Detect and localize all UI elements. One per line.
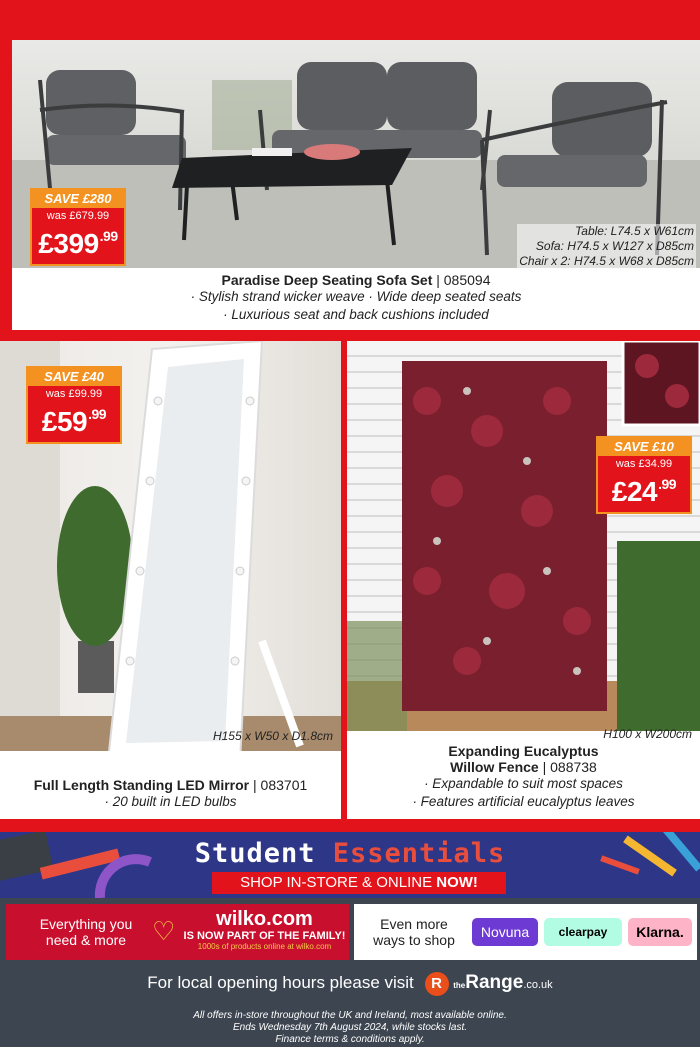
mirror-bullet: · 20 built in LED bulbs bbox=[104, 794, 237, 809]
sofa-price-badge bbox=[30, 188, 126, 266]
fence-price-badge bbox=[596, 436, 692, 514]
wilko-line2: need & more bbox=[45, 932, 127, 948]
was-price: was £99.99 bbox=[45, 388, 103, 400]
payments-line1: Even more bbox=[380, 916, 448, 932]
clearpay-logo[interactable]: clearpay bbox=[544, 918, 622, 946]
mirror-price-badge bbox=[26, 366, 122, 444]
student-essentials-banner[interactable] bbox=[0, 832, 700, 898]
save-amount: SAVE £10 bbox=[596, 436, 692, 456]
sofa-bullet: · Stylish strand wicker weave · Wide deep seated seats bbox=[190, 289, 522, 304]
wilko-line1: Everything you bbox=[39, 916, 133, 932]
fence-illustration bbox=[347, 341, 700, 731]
was-price: was £34.99 bbox=[615, 458, 673, 470]
sofa-panel[interactable] bbox=[12, 40, 700, 330]
fence-panel[interactable] bbox=[347, 341, 700, 819]
legal-text: All offers in-store throughout the UK and Ireland, most available online. Ends Wednesday 7th August 2024, while stocks last. Finance terms & conditions apply. bbox=[193, 1010, 507, 1045]
sofa-caption bbox=[12, 272, 700, 324]
fence-bullet: · Expandable to suit most spaces bbox=[424, 776, 623, 791]
wilko-subtag: 1000s of products online at wilko.com bbox=[197, 942, 332, 951]
range-logo[interactable]: R theRange.co.uk bbox=[425, 972, 553, 996]
payments-line2: ways to shop bbox=[373, 932, 455, 948]
range-r-icon: R bbox=[425, 972, 449, 996]
wilko-brand: wilko.com bbox=[216, 908, 313, 930]
footer bbox=[0, 898, 700, 1047]
novuna-logo[interactable]: Novuna bbox=[472, 918, 538, 946]
save-amount: SAVE £280 bbox=[30, 188, 126, 208]
wilko-promo[interactable] bbox=[6, 904, 349, 960]
now-price: $£399^{.99}$ bbox=[38, 228, 118, 259]
fence-bullet: · Features artificial eucalyptus leaves bbox=[412, 794, 635, 809]
fence-dimensions: H100 x W200cm bbox=[603, 727, 692, 741]
sofa-dimensions: Table: L74.5 x W61cm Sofa: H74.5 x W127 x D85cm Chair x 2: H74.5 x W68 x D85cm bbox=[519, 224, 694, 268]
fence-caption bbox=[347, 743, 700, 811]
mirror-dimensions: H155 x W50 x D1.8cm bbox=[212, 729, 333, 743]
mirror-caption bbox=[0, 777, 341, 811]
shop-now-cta[interactable]: SHOP IN-STORE & ONLINE NOW! bbox=[212, 872, 506, 894]
fence-photo bbox=[347, 341, 700, 731]
now-price: $£59^{.99}$ bbox=[41, 406, 107, 437]
opening-hours-notice: For local opening hours please visit R theRange.co.uk bbox=[0, 972, 700, 996]
student-essentials-title: Student Essentials bbox=[194, 838, 506, 869]
sofa-bullet: · Luxurious seat and back cushions included bbox=[223, 307, 489, 322]
wilko-tagline: IS NOW PART OF THE FAMILY! bbox=[183, 930, 346, 942]
fence-title-line1: Expanding Eucalyptus bbox=[448, 743, 599, 759]
fence-title-line2: Willow Fence | 088738 bbox=[450, 759, 597, 775]
now-price: $£24^{.99}$ bbox=[611, 476, 677, 507]
mirror-title: Full Length Standing LED Mirror | 083701 bbox=[33, 777, 308, 793]
was-price: was £679.99 bbox=[46, 210, 110, 222]
sofa-title: Paradise Deep Seating Sofa Set | 085094 bbox=[221, 272, 491, 288]
klarna-logo[interactable]: Klarna. bbox=[628, 918, 692, 946]
save-amount: SAVE £40 bbox=[26, 366, 122, 386]
heart-icon: ♡ bbox=[152, 916, 176, 946]
payment-options bbox=[354, 904, 697, 960]
